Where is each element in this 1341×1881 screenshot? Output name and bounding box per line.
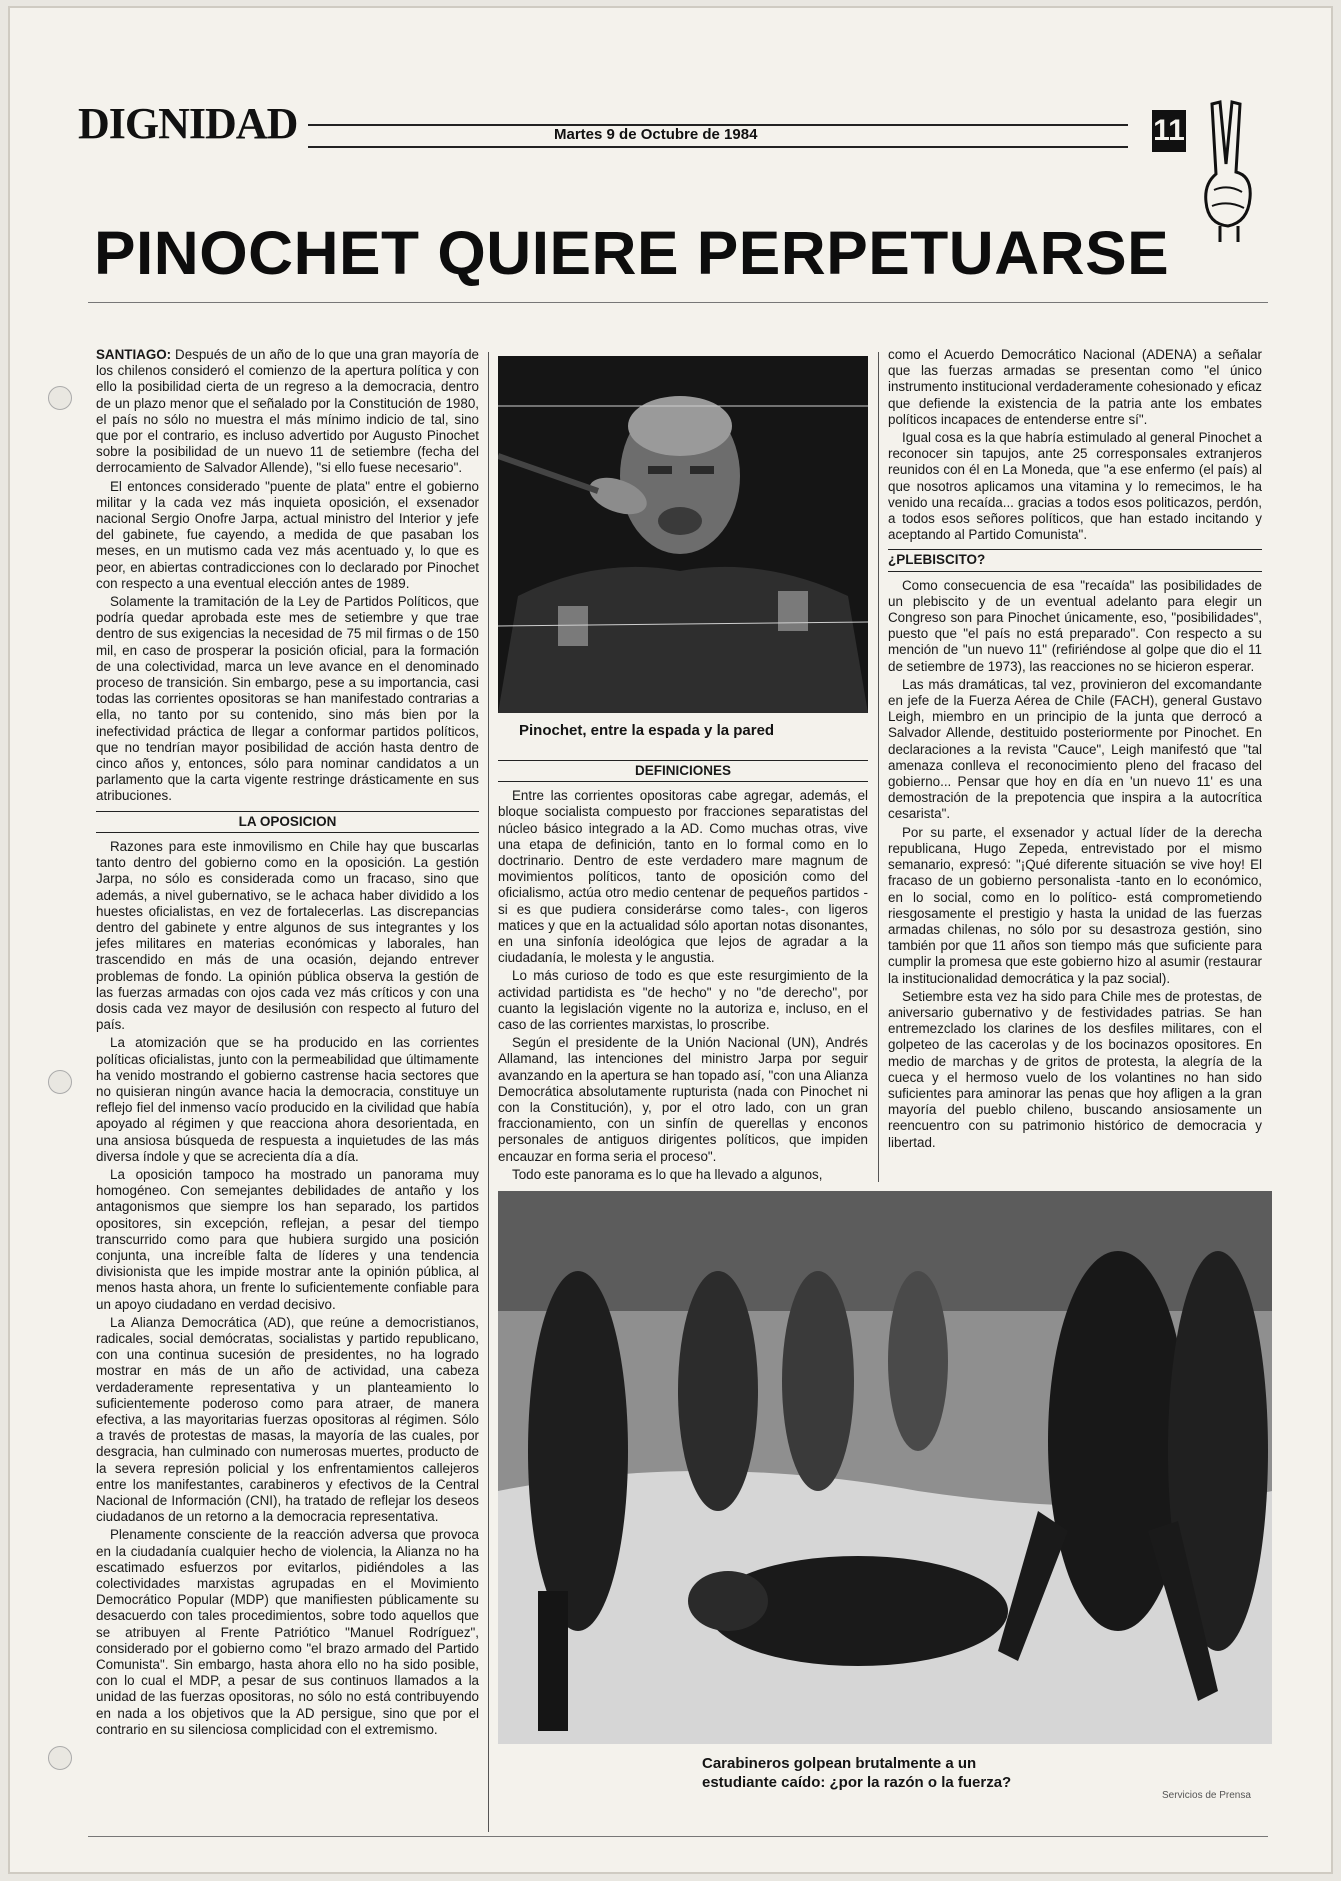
article-paragraph: Plenamente consciente de la reacción adversa que provoca en la ciudadanía cualquier hecho de violencia, la Alianza no ha escatimado esfuerzos por evitarlos, pidiéndoles a las colectividades marxistas agrupadas en el Movimiento Democrático Popular (MDP) que manifiesten públicamente su desacuerdo con tales procedimientos, sobre todo aquellos que se atribuyen al Frente Patriótico "Manuel Rodríguez", considerado por el gobierno como "el brazo armado del Partido Comunista". Sin embargo, hasta ahora ello no ha sido posible, con lo cual el MDP, a pesar de sus continuos llamados a la unidad de las fuerzas opositoras, no sólo no está contribuyendo en nada a los objetivos que la AD persigue, sino que por el contrario en su silenciosa complicidad con el extremismo. (96, 1527, 479, 1737)
section-subhead: DEFINICIONES (498, 760, 868, 782)
caption-line: estudiante caído: ¿por la razón o la fuerza? (702, 1774, 1012, 1791)
article-column-2 (498, 754, 868, 1185)
article-paragraph: Como consecuencia de esa "recaída" las posibilidades de un plebiscito y de un eventual adelanto para elegir un Congreso son para Pinochet únicamente, eso, "posibilidades", puesto que "el país no está preparado". Con respecto a su mención de "un nuevo 11" (refiriéndose al golpe que dio el 11 de setiembre de 1973), las reacciones no se hicieron esperar. (888, 577, 1262, 674)
article-paragraph: como el Acuerdo Democrático Nacional (ADENA) a señalar que las fuerzas armadas se presentan como "el único instrumento institucional verdaderamente cohesionado y eficaz que defiende la existencia de la patria ante los embates políticos incapaces de entenderse entre sí". (888, 347, 1262, 427)
article-paragraph: El entonces considerado "puente de plata" entre el gobierno militar y la cada vez más inquieta oposición, el exsenador nacional Sergio Onofre Jarpa, actual ministro del Interior y jefe del gabinete, fue cayendo, a medida de que pasaban los meses, en un mutismo cada vez más acentuado y, lo que es peor, en abiertas contradicciones con lo declarado por Pinochet con respecto a una eventual elección antes de 1989. (96, 478, 479, 591)
article-paragraph: Según el presidente de la Unión Nacional (UN), Andrés Allamand, las intenciones del ministro Jarpa por seguir avanzando en la apertura se han topado así, "con una Alianza Democrática absolutamente rupturista (nada con Pinochet ni con la Constitución), y, por el otro lado, con un gran fraccionamiento, con un sinfín de querellas y enconos personales de antiguos dirigentes políticos, que impiden encauzar en forma seria el proceso". (498, 1035, 868, 1164)
carabineros-beating-student-image (498, 1191, 1272, 1744)
photo-caption: Pinochet, entre la espada y la pared (519, 722, 775, 739)
column-divider (878, 352, 879, 1182)
article-paragraph: Las más dramáticas, tal vez, provinieron del excomandante en jefe de la Fuerza Aérea de Chile (FACH), general Gustavo Leigh, miembro en un principio de la junta que derrocó a Salvador Allende, destituido posteriormente por Pinochet. En declaraciones a la revista "Cauce", Leigh manifestó que "tal amenaza conlleva el reconocimiento pleno del fracaso del gobierno... Pensar que hoy en día en 'un nuevo 11' es una demostración de la prepotencia que inspira a la autocrítica cesarista". (888, 676, 1262, 822)
article-paragraph: La atomización que se ha producido en las corrientes políticas oficialistas, junto con la permeabilidad que últimamente ha venido mostrando el gobierno castrense hacia sectores que no quisieran ningún avance hacia la democracia, constituye un reflejo fiel del inmenso vacío producido en la civilidad que había apoyado al régimen y que reacciona ahora desorientada, en una ansiosa búsqueda de respuesta a inquietudes de las más diversa índole y que se acrecienta día a día. (96, 1035, 479, 1164)
section-subhead: ¿PLEBISCITO? (888, 549, 1262, 571)
masthead-rule (308, 146, 1128, 148)
punch-hole (48, 1070, 72, 1094)
article-paragraph: Por su parte, el exsenador y actual líder de la derecha republicana, Hugo Zepeda, entrevistado por el mismo semanario, expresó: "¡Qué diferente situación se vive hoy! El fracaso de un gobierno personalista -tanto en lo económico, en lo social, como en lo político- está comprometiendo riesgosamente el prestigio y hasta la unidad de las fuerzas armadas chilenas, no sólo por su desastroza gestión, sino también por que 11 años son tiempo más que suficiente para cumplir la promesa que este gobierno hizo al asumir (restaurar la institucionalidad democrática y la paz social). (888, 824, 1262, 986)
headline: PINOCHET QUIERE PERPETUARSE (94, 219, 1170, 287)
article-paragraph: Igual cosa es la que habría estimulado al general Pinochet a reconocer sin tapujos, ante 25 corresponsales extranjeros reunidos con él en La Moneda, que "a ese enfermo (el país) al que nosotros aplicamos una vitamina y lo remecimos, le ha venido una recaída... gracias a todos esos politicazos, perdón, a todos esos señores políticos, que han estado incitando y aceptando al Partido Comunista". (888, 430, 1262, 543)
article-paragraph: Setiembre esta vez ha sido para Chile mes de protestas, de aniversario gubernativo y de festividades patrias. Se han entremezclado los clarines de los desfiles militares, con el golpeteo de las caceroIas y de los bocinazos opositores. En medio de marchas y de gritos de protesta, la alegría de la cueca y el hermoso vuelo de los volantines no han sido suficientes para aminorar las penas que hoy afligen a la gran mayoría del pueblo chileno, buscando ansiosamente un reencuentro con su patrimonio histórico de democracia y libertad. (888, 988, 1262, 1150)
pinochet-photo (498, 356, 868, 713)
dateline: Martes 9 de Octubre de 1984 (554, 126, 758, 143)
newspaper-logo: DIGNIDAD (78, 99, 298, 148)
article-paragraph: Todo este panorama es lo que ha llevado a algunos, (512, 1166, 823, 1182)
pinochet-portrait-image (498, 356, 868, 713)
article-paragraph: La Alianza Democrática (AD), que reúne a democristianos, radicales, social demócratas, socialistas y partido republicano, con una continua sucesión de presidentes, no ha logrado mostrar en más de un año de actividad, una cabeza verdaderamente representativa y un planteamiento lo suficientemente poderoso como para atraer, de manera efectiva, a las mayoritarias fuerzas opositoras al régimen. Sólo a través de protestas de masas, la mayoría de las cuales, por desgracia, han culminado con numerosas muertes, producto de la severa represión policial y los enfrentamientos callejeros entre los manifestantes, carabineros y efectivos de la Central Nacional de Información (CNI), ha tratado de reflejar los deseos ciudadanos de un retorno a la democracia representativa. (96, 1314, 479, 1525)
article-paragraph: Lo más curioso de todo es que este resurgimiento de la actividad partidista es "de hecho" y no "de derecho", por cuanto la legislación vigente no la autoriza e, incluso, en el caso de las corrientes marxistas, lo proscribe. (498, 968, 868, 1033)
article-paragraph (96, 347, 479, 477)
article-paragraph: Solamente la tramitación de la Ley de Partidos Políticos, que podría quedar aprobada este mes de setiembre y que trae dentro de sus exigencias la necesidad de 75 mil firmas o de 150 mil, en caso de prosperar la posición oficial, para la formación de una colectividad, marca un leve avance en el denominado proceso de transición. Sin embargo, pese a su importancia, casi todas las corrientes opositoras se han manifestado contrarias a ella, no tanto por su contenido, sino más bien por la inefectividad práctica de llegar a conformar partidos políticos, que no tendrían mayor posibilidad de acción hasta dentro de cinco años y, entonces, sólo para nominar candidatos a un parlamento que la carta vigente restringe drásticamente en sus atribuciones. (96, 594, 479, 804)
photo-caption (702, 1754, 1011, 1792)
caption-line: Carabineros golpean brutalmente a un (702, 1755, 977, 1772)
article-paragraph: Entre las corrientes opositoras cabe agregar, además, el bloque socialista compuesto por fracciones separatistas del núcleo básico integrado a la AD. Como muchas otras, vive una etapa de definición, tanto en lo formal como en lo doctrinario. Dentro de este verdadero mare magnum de movimientos políticos, tanto de oposición como del oficialismo, actúa otro medio centenar de pequeños partidos -si es que pudiera considerárse como tales-, con ligeros matices y que en la actualidad sólo aportan notas disonantes, en una sinfonía ideológica que lejos de agradar a la ciudadanía, le molesta y le angustia. (498, 788, 868, 966)
newspaper-page (8, 6, 1333, 1874)
photo-credit: Servicios de Prensa (1162, 1790, 1251, 1801)
section-subhead: LA OPOSICION (96, 811, 479, 833)
dateline-lead: SANTIAGO: (96, 347, 172, 362)
column-divider (488, 352, 489, 1832)
paragraph-text: Después de un año de lo que una gran mayoría de los chilenos consideró el comienzo de la apertura política y con ello la posibilidad cierta de un regreso a la democracia, dentro de un plazo menor que el señalado por la Constitución de 1980, el país no sólo no muestra el más mínimo indicio de tal, sino que por el contrario, es incluso advertido por Augusto Pinochet sobre la posibilidad de un nuevo 11 de setiembre (fecha del derrocamiento de Salvador Allende), "si ello fuese necesario". (96, 347, 479, 476)
article-column-1 (96, 347, 479, 1740)
bottom-rule (88, 1836, 1268, 1837)
masthead (78, 94, 1198, 154)
article-paragraph: La oposición tampoco ha mostrado un panorama muy homogéneo. Con semejantes debilidades de antaño y los antagonismos que siempre los han separado, los partidos opositores, sin excepción, reflejan, a pesar del tiempo transcurrido como para que hubiera surgido una posición conjunta, una increíble falta de líderes y una tendencia divisionista que les impide mostrar ante la opinión pública, al menos hasta ahora, un frente lo suficientemente confiable para un apoyo ciudadano en verdad decisivo. (96, 1166, 479, 1312)
headline-rule (88, 302, 1268, 303)
page-number: 11 (1152, 110, 1186, 152)
punch-hole (48, 386, 72, 410)
punch-hole (48, 1746, 72, 1770)
protest-photo (498, 1191, 1272, 1744)
article-column-3 (888, 347, 1262, 1153)
article-paragraph: Razones para este inmovilismo en Chile hay que buscarlas tanto dentro del gobierno como en la oposición. La gestión Jarpa, no sólo es considerada como un fracaso, sino que además, a nivel gubernativo, se le achaca haber dividido a los huestes oficialistas, en vez de fortalecerlas. Las discrepancias dentro del gabinete y entre algunos de sus integrantes y los jefes militares en materias económicas y laborales, han trascendido en más de una ocasión, dejando entrever problemas de fondo. La opinión pública observa la gestión de las fuerzas armadas con ojos cada vez más críticos y con una dosis cada vez mayor de desilusión con respecto al futuro del país. (96, 838, 479, 1033)
